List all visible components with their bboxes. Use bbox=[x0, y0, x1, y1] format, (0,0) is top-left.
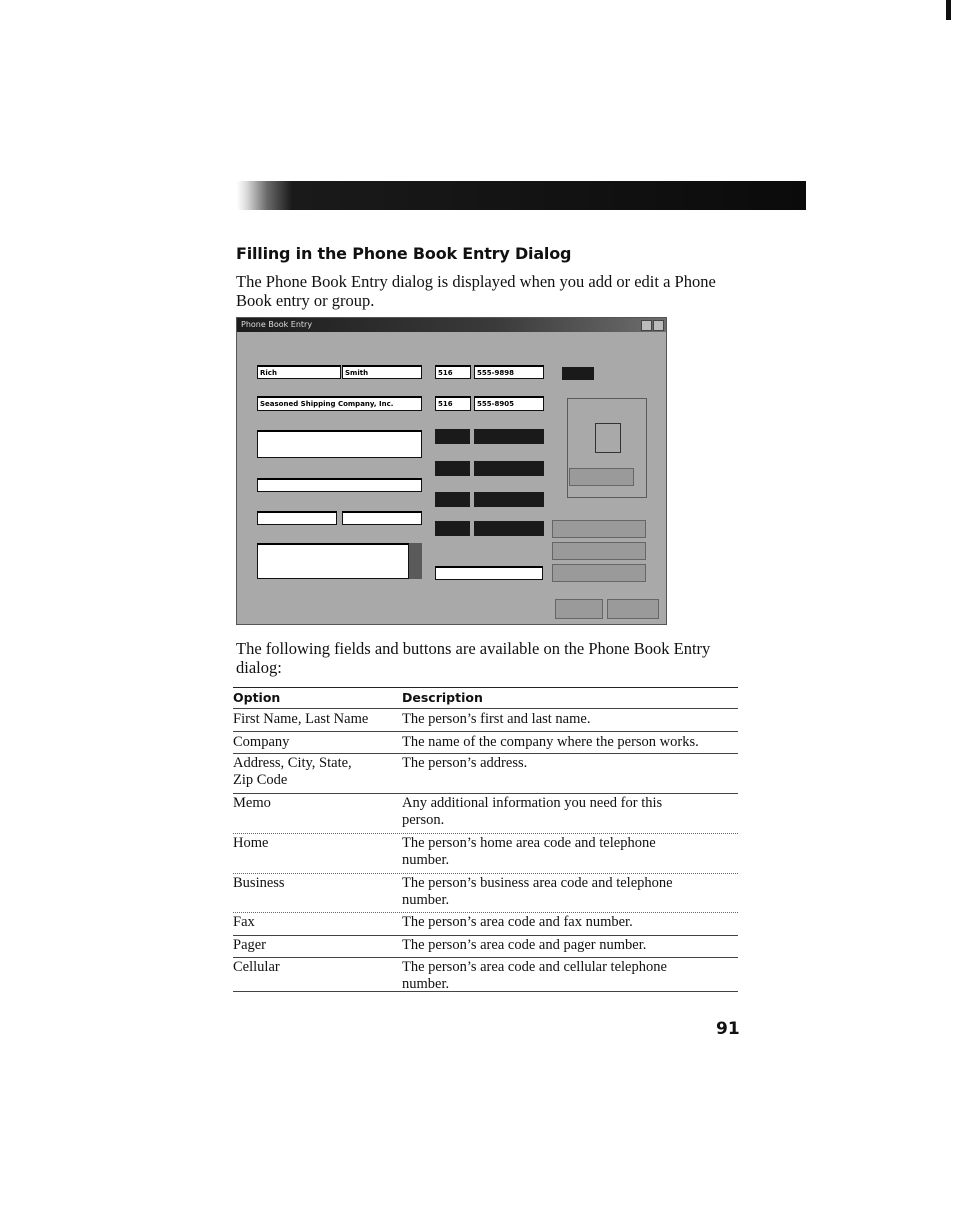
option-cell: First Name, Last Name bbox=[233, 711, 369, 727]
option-cell: Pager bbox=[233, 937, 267, 953]
home-number-field[interactable]: 555-9898 bbox=[474, 365, 544, 379]
table-row bbox=[233, 793, 738, 833]
city-field[interactable] bbox=[257, 478, 422, 492]
cellular-number-field[interactable] bbox=[474, 492, 544, 507]
table-row bbox=[233, 935, 738, 957]
picture-icon bbox=[595, 423, 621, 453]
details-button[interactable] bbox=[552, 564, 646, 582]
table-row bbox=[233, 731, 738, 753]
option-cell: Business bbox=[233, 875, 285, 891]
business-number-field[interactable]: 555-8905 bbox=[474, 396, 544, 411]
cellular-area-code-field[interactable] bbox=[435, 492, 470, 507]
extra-number-field[interactable] bbox=[474, 521, 544, 536]
table-row bbox=[233, 708, 738, 731]
option-cell: Fax bbox=[233, 914, 255, 930]
fields-intro-paragraph: The following fields and buttons are available on the Phone Book Entry dialog: bbox=[236, 639, 711, 677]
first-name-field[interactable]: Rich bbox=[257, 365, 341, 379]
business-area-code-field[interactable]: 516 bbox=[435, 396, 471, 411]
memo-field[interactable] bbox=[257, 543, 409, 579]
cancel-button[interactable] bbox=[607, 599, 659, 619]
intro-paragraph: The Phone Book Entry dialog is displayed when you add or edit a Phone Book entry or group. bbox=[236, 272, 716, 310]
close-icon bbox=[653, 320, 664, 331]
zip-code-field[interactable] bbox=[342, 511, 422, 525]
table-row bbox=[233, 833, 738, 873]
state-field[interactable] bbox=[257, 511, 337, 525]
fax-area-code-field[interactable] bbox=[435, 429, 470, 444]
option-column-header: Option bbox=[233, 690, 281, 705]
option-cell: Cellular bbox=[233, 959, 280, 975]
picture-button[interactable] bbox=[569, 468, 634, 486]
page-edge-mark bbox=[946, 0, 951, 20]
speed-dial-field[interactable] bbox=[562, 367, 594, 380]
description-cell: The person’s business area code and telephone number. bbox=[402, 875, 673, 908]
last-name-field[interactable]: Smith bbox=[342, 365, 422, 379]
table-header-row bbox=[233, 687, 738, 708]
description-cell: The person’s area code and cellular telephone number. bbox=[402, 959, 667, 992]
description-cell: The person’s address. bbox=[402, 755, 528, 771]
option-cell: Memo bbox=[233, 795, 271, 811]
phone-book-entry-dialog-screenshot bbox=[236, 317, 667, 625]
company-field[interactable]: Seasoned Shipping Company, Inc. bbox=[257, 396, 422, 411]
pager-number-field[interactable] bbox=[474, 461, 544, 476]
section-header-bar bbox=[237, 181, 806, 210]
description-cell: The person’s area code and fax number. bbox=[402, 914, 633, 930]
memo-scrollbar[interactable] bbox=[409, 543, 422, 579]
fax-number-field[interactable] bbox=[474, 429, 544, 444]
dialog-title-bar bbox=[237, 318, 666, 332]
home-area-code-field[interactable]: 516 bbox=[435, 365, 471, 379]
email-field[interactable] bbox=[435, 566, 543, 580]
table-row bbox=[233, 873, 738, 912]
ok-button[interactable] bbox=[555, 599, 603, 619]
description-cell: The person’s area code and pager number. bbox=[402, 937, 647, 953]
dialog-title: Phone Book Entry bbox=[241, 320, 313, 329]
group-button[interactable] bbox=[552, 520, 646, 538]
page-number: 91 bbox=[716, 1019, 740, 1039]
table-row bbox=[233, 753, 738, 793]
section-title: Filling in the Phone Book Entry Dialog bbox=[236, 244, 572, 263]
option-cell: Company bbox=[233, 734, 290, 750]
description-cell: The person’s first and last name. bbox=[402, 711, 591, 727]
table-row bbox=[233, 912, 738, 935]
option-cell: Home bbox=[233, 835, 269, 851]
address-field[interactable] bbox=[257, 430, 422, 458]
pager-area-code-field[interactable] bbox=[435, 461, 470, 476]
description-cell: The person’s home area code and telephone number. bbox=[402, 835, 656, 868]
description-cell: The name of the company where the person works. bbox=[402, 734, 699, 750]
option-cell: Address, City, State, Zip Code bbox=[233, 755, 352, 788]
help-icon bbox=[641, 320, 652, 331]
options-table bbox=[233, 687, 738, 996]
dial-button[interactable] bbox=[552, 542, 646, 560]
description-column-header: Description bbox=[402, 690, 483, 705]
table-bottom-rule bbox=[233, 991, 738, 992]
extra-area-code-field[interactable] bbox=[435, 521, 470, 536]
description-cell: Any additional information you need for this person. bbox=[402, 795, 663, 828]
